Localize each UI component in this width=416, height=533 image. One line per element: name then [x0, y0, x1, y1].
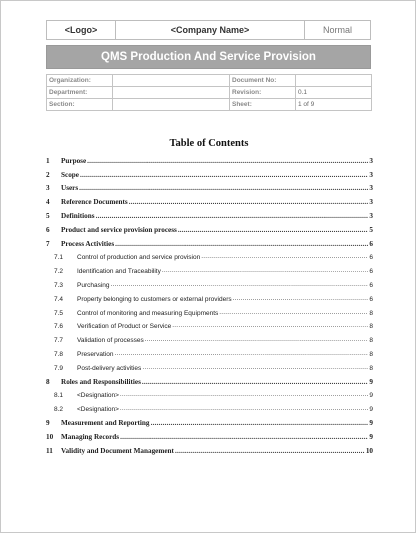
toc-entry-title: Verification of Product or Service	[77, 323, 172, 331]
section-value	[113, 99, 230, 111]
toc-heading: Table of Contents	[169, 138, 249, 149]
toc-entry[interactable]	[46, 386, 373, 400]
toc-entry-page: 6	[369, 268, 373, 276]
logo-placeholder: <Logo>	[47, 21, 116, 39]
toc-entry-title: Reference Documents	[61, 198, 128, 207]
toc-entry-page: 9	[369, 432, 373, 441]
toc-entry[interactable]	[46, 372, 373, 386]
table-of-contents	[46, 151, 373, 455]
toc-entry-number: 7.9	[54, 364, 64, 372]
toc-entry-page: 6	[369, 295, 373, 303]
toc-entry-title: Validity and Document Management	[61, 446, 174, 455]
toc-entry-title: Control of production and service provision	[77, 254, 201, 262]
toc-entry-page: 8	[369, 364, 373, 372]
toc-leader-dots	[175, 447, 365, 455]
toc-entry-title: Roles and Responsibilities	[61, 377, 141, 386]
toc-entry-page: 10	[365, 446, 373, 455]
toc-entry-number: 7	[46, 239, 50, 248]
toc-entry-number: 11	[46, 446, 53, 455]
toc-entry-title: Product and service provision process	[61, 225, 177, 234]
toc-leader-dots	[142, 378, 369, 386]
info-row	[47, 99, 372, 111]
toc-entry[interactable]	[46, 234, 373, 248]
toc-leader-dots	[129, 198, 369, 206]
toc-entry-number: 7.6	[54, 323, 64, 331]
toc-entry[interactable]	[46, 220, 373, 234]
revision-label: Revision:	[230, 87, 296, 99]
info-row	[47, 75, 372, 87]
status-label: Normal	[322, 25, 352, 35]
toc-entry[interactable]	[46, 344, 373, 358]
document-title: QMS Production And Service Provision	[46, 45, 371, 69]
toc-entry-number: 7.4	[54, 295, 64, 303]
toc-leader-dots	[142, 364, 368, 372]
toc-entry-number: 6	[46, 225, 50, 234]
toc-entry-number: 7.7	[54, 337, 64, 345]
revision-value: 0.1	[296, 87, 372, 99]
toc-entry-title: Scope	[61, 170, 79, 179]
toc-entry-page: 9	[369, 377, 373, 386]
toc-entry-number: 7.5	[54, 309, 64, 317]
toc-entry-page: 3	[369, 184, 373, 193]
toc-entry-title: Process Activities	[61, 239, 115, 248]
toc-entry-title: Post-delivery activities	[77, 364, 142, 372]
toc-entry-number: 9	[46, 418, 50, 427]
toc-entry[interactable]	[46, 427, 373, 441]
sheet-value: 1 of 9	[296, 99, 372, 111]
document-header	[46, 20, 371, 40]
toc-entry-page: 8	[369, 337, 373, 345]
toc-leader-dots	[111, 281, 369, 289]
document-info-table	[46, 74, 372, 111]
toc-entry-number: 7.3	[54, 281, 64, 289]
toc-entry-page: 9	[369, 418, 373, 427]
toc-entry-page: 8	[369, 323, 373, 331]
toc-entry-page: 5	[369, 225, 373, 234]
toc-entry[interactable]	[46, 151, 373, 165]
toc-entry-number: 7.2	[54, 268, 64, 276]
toc-leader-dots	[120, 391, 368, 399]
document-no-label: Document No:	[230, 75, 296, 87]
toc-leader-dots	[151, 419, 369, 427]
toc-entry-number: 7.8	[54, 350, 64, 358]
toc-leader-dots	[178, 226, 369, 234]
toc-leader-dots	[219, 309, 368, 317]
toc-entry-number: 2	[46, 170, 50, 179]
toc-entry-number: 4	[46, 198, 50, 207]
toc-entry-number: 3	[46, 184, 50, 193]
toc-entry-title: Property belonging to customers or external providers	[77, 295, 232, 303]
toc-entry-title: Identification and Traceability	[77, 268, 161, 276]
organization-value	[113, 75, 230, 87]
toc-entry-page: 9	[369, 406, 373, 414]
toc-entry[interactable]	[46, 413, 373, 427]
toc-entry-number: 1	[46, 156, 50, 165]
toc-entry[interactable]	[46, 179, 373, 193]
toc-leader-dots	[201, 253, 368, 261]
toc-leader-dots	[233, 295, 369, 303]
sheet-label: Sheet:	[230, 99, 296, 111]
toc-leader-dots	[79, 184, 368, 192]
toc-entry[interactable]	[46, 358, 373, 372]
toc-entry-number: 8.2	[54, 406, 64, 414]
toc-entry-page: 6	[369, 239, 373, 248]
toc-entry-number: 5	[46, 211, 50, 220]
toc-entry-title: Purchasing	[77, 281, 110, 289]
toc-entry-title: <Designation>	[77, 406, 119, 414]
toc-entry[interactable]	[46, 399, 373, 413]
toc-entry-page: 6	[369, 254, 373, 262]
toc-leader-dots	[80, 171, 368, 179]
toc-leader-dots	[87, 157, 368, 165]
toc-entry-title: Validation of processes	[77, 337, 144, 345]
toc-leader-dots	[115, 240, 368, 248]
toc-entry-title: Users	[61, 184, 79, 193]
department-value	[113, 87, 230, 99]
toc-entry-page: 8	[369, 309, 373, 317]
company-name: <Company Name>	[116, 21, 305, 39]
toc-entry[interactable]	[46, 275, 373, 289]
toc-entry[interactable]	[46, 441, 373, 455]
toc-entry-number: 8.1	[54, 392, 64, 400]
toc-entry-title: Control of monitoring and measuring Equipments	[77, 309, 219, 317]
toc-leader-dots	[145, 336, 369, 344]
toc-entry-number: 7.1	[54, 254, 64, 262]
toc-entry[interactable]	[46, 206, 373, 220]
organization-label: Organization:	[47, 75, 113, 87]
toc-leader-dots	[96, 212, 369, 220]
toc-entry-title: Definitions	[61, 211, 95, 220]
toc-entry-title: Measurement and Reporting	[61, 418, 150, 427]
toc-entry-page: 8	[369, 350, 373, 358]
document-no-value	[296, 75, 372, 87]
toc-entry-page: 3	[369, 170, 373, 179]
toc-entry[interactable]	[46, 330, 373, 344]
toc-entry[interactable]	[46, 192, 373, 206]
toc-entry-title: Preservation	[77, 350, 114, 358]
toc-entry-page: 3	[369, 156, 373, 165]
toc-leader-dots	[115, 350, 369, 358]
toc-entry-title: <Designation>	[77, 392, 119, 400]
toc-entry[interactable]	[46, 248, 373, 262]
toc-entry[interactable]	[46, 165, 373, 179]
toc-entry-page: 3	[369, 211, 373, 220]
section-label: Section:	[47, 99, 113, 111]
toc-entry-number: 8	[46, 377, 50, 386]
toc-entry[interactable]	[46, 303, 373, 317]
toc-leader-dots	[172, 322, 368, 330]
toc-entry-number: 10	[46, 432, 54, 441]
info-row	[47, 87, 372, 99]
toc-entry-title: Purpose	[61, 156, 87, 165]
toc-leader-dots	[162, 267, 369, 275]
toc-entry-title: Managing Records	[61, 432, 120, 441]
toc-leader-dots	[120, 433, 368, 441]
toc-entry[interactable]	[46, 261, 373, 275]
toc-entry-page: 6	[369, 281, 373, 289]
department-label: Department:	[47, 87, 113, 99]
toc-entry-page: 3	[369, 198, 373, 207]
toc-entry[interactable]	[46, 289, 373, 303]
toc-leader-dots	[120, 405, 368, 413]
toc-entry-page: 9	[369, 392, 373, 400]
toc-entry[interactable]	[46, 317, 373, 331]
